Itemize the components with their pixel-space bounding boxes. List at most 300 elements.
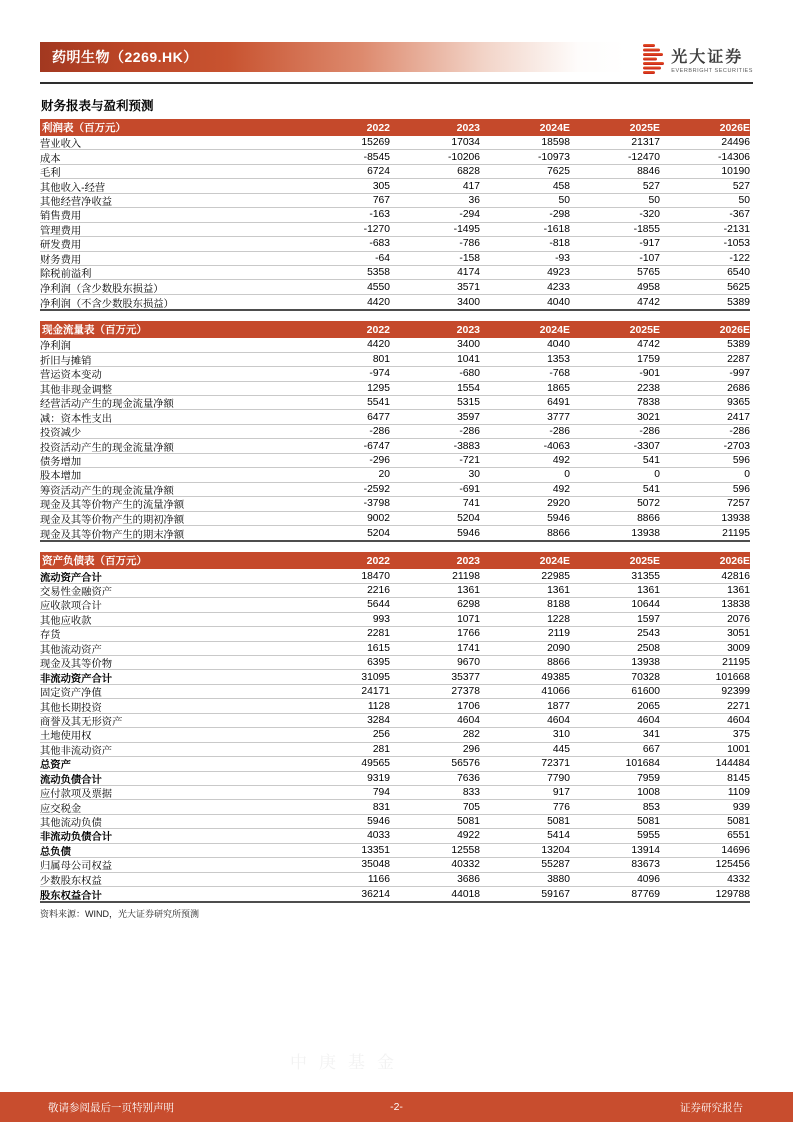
cell-value: 10190 [721, 166, 750, 178]
column-header: 2024E [539, 554, 570, 567]
footer-disclaimer: 敬请参阅最后一页特别声明 [48, 1101, 174, 1114]
row-label: 非流动负债合计 [40, 832, 113, 844]
cell-value: -294 [459, 209, 480, 221]
page-header [40, 42, 753, 80]
cell-value: 35377 [451, 671, 480, 683]
row-label: 财务费用 [40, 254, 82, 266]
row-label: 其他应收款 [40, 615, 92, 627]
cell-value: 917 [552, 787, 570, 799]
table-row [40, 858, 750, 872]
row-label: 其他收入-经营 [40, 182, 106, 194]
row-label: 其他非现金调整 [40, 384, 113, 396]
cell-value: 1361 [637, 585, 660, 597]
table-row [40, 598, 750, 612]
row-label: 应收款项合计 [40, 601, 102, 613]
cell-value: 2543 [637, 628, 660, 640]
table-row [40, 873, 750, 887]
row-label: 现金及其等价物 [40, 659, 113, 671]
cell-value: 281 [372, 743, 390, 755]
cell-value: 7636 [457, 772, 480, 784]
table-title: 利润表（百万元） [42, 122, 126, 134]
cell-value: 445 [552, 743, 570, 755]
cell-value: 1228 [547, 613, 570, 625]
cell-value: -2592 [363, 483, 390, 495]
cell-value: 2216 [367, 585, 390, 597]
table-row [40, 815, 750, 829]
cell-value: 12558 [451, 844, 480, 856]
cell-value: 4742 [637, 296, 660, 308]
row-label: 净利润（含少数股东损益） [40, 283, 164, 295]
cell-value: 15269 [361, 137, 390, 149]
cell-value: 341 [642, 729, 660, 741]
cell-value: 18598 [541, 137, 570, 149]
cell-value: 4604 [727, 714, 750, 726]
cell-value: 6551 [727, 830, 750, 842]
cell-value: 42816 [721, 570, 750, 582]
table-row [40, 266, 750, 280]
cell-value: 1759 [637, 353, 660, 365]
cell-value: 10644 [631, 599, 660, 611]
cell-value: 5389 [727, 339, 750, 351]
table-header-row [40, 321, 750, 338]
table-row [40, 468, 750, 482]
cell-value: 49565 [361, 758, 390, 770]
column-header: 2026E [719, 554, 750, 567]
cell-value: -163 [369, 209, 390, 221]
cell-value: 13351 [361, 844, 390, 856]
cell-value: -3307 [633, 440, 660, 452]
table-row [40, 497, 750, 511]
cell-value: 3597 [457, 411, 480, 423]
row-label: 其他长期投资 [40, 702, 102, 714]
cell-value: 6477 [367, 411, 390, 423]
row-label: 其他流动负债 [40, 818, 102, 830]
cell-value: 17034 [451, 137, 480, 149]
cell-value: 21317 [631, 137, 660, 149]
column-header: 2026E [719, 323, 750, 336]
table-row [40, 396, 750, 410]
row-label: 其他非流动资产 [40, 745, 113, 757]
cell-value: 1766 [457, 628, 480, 640]
cell-value: 1361 [547, 585, 570, 597]
cell-value: 1554 [457, 382, 480, 394]
cell-value: 282 [462, 729, 480, 741]
page-number: -2- [390, 1101, 403, 1113]
table-row [40, 887, 750, 901]
logo-en-text: EVERBRIGHT SECURITIES [671, 67, 753, 74]
cell-value: 5389 [727, 296, 750, 308]
cell-value: -4063 [543, 440, 570, 452]
cell-value: 31095 [361, 671, 390, 683]
row-label: 成本 [40, 153, 61, 165]
cell-value: -107 [639, 252, 660, 264]
cell-value: 5625 [727, 281, 750, 293]
cell-value: -10973 [537, 151, 570, 163]
cell-value: -721 [459, 454, 480, 466]
cell-value: 767 [372, 194, 390, 206]
cell-value: 5081 [727, 816, 750, 828]
cell-value: 3021 [637, 411, 660, 423]
header-divider [40, 82, 753, 84]
row-label: 营业收入 [40, 139, 82, 151]
cell-value: 0 [654, 469, 660, 481]
cell-value: 596 [732, 454, 750, 466]
row-label: 存货 [40, 630, 61, 642]
cell-value: 8145 [727, 772, 750, 784]
cell-value: 1166 [367, 873, 390, 885]
row-label: 商誉及其无形资产 [40, 716, 123, 728]
cell-value: 44018 [451, 888, 480, 900]
cell-value: 1008 [637, 787, 660, 799]
cell-value: 9319 [367, 772, 390, 784]
cell-value: -683 [369, 238, 390, 250]
row-label: 折旧与摊销 [40, 355, 92, 367]
cell-value: 8866 [547, 527, 570, 539]
cell-value: 541 [642, 454, 660, 466]
column-header: 2026E [719, 121, 750, 134]
cell-value: 541 [642, 483, 660, 495]
cell-value: 5081 [637, 816, 660, 828]
cell-value: 18470 [361, 570, 390, 582]
cell-value: 7838 [637, 397, 660, 409]
cell-value: 741 [462, 498, 480, 510]
cell-value: -2703 [723, 440, 750, 452]
cell-value: -298 [549, 209, 570, 221]
cell-value: 2271 [727, 700, 750, 712]
table-row [40, 757, 750, 771]
everbright-logo [637, 40, 753, 82]
table-row [40, 353, 750, 367]
cell-value: 4420 [367, 339, 390, 351]
cell-value: 458 [552, 180, 570, 192]
cell-value: 8846 [637, 166, 660, 178]
row-label: 营运资本变动 [40, 370, 102, 382]
cell-value: 4604 [547, 714, 570, 726]
table-row [40, 165, 750, 179]
cell-value: -122 [729, 252, 750, 264]
table-row [40, 786, 750, 800]
cell-value: 3571 [457, 281, 480, 293]
cell-value: 7257 [727, 498, 750, 510]
cell-value: 70328 [631, 671, 660, 683]
cell-value: 1128 [367, 700, 390, 712]
table-row [40, 714, 750, 728]
cell-value: 92399 [721, 686, 750, 698]
cell-value: 5765 [637, 267, 660, 279]
cell-value: 2920 [547, 498, 570, 510]
cell-value: 9002 [367, 512, 390, 524]
cell-value: 1615 [367, 642, 390, 654]
row-label: 其他流动资产 [40, 644, 102, 656]
cell-value: 2238 [637, 382, 660, 394]
cell-value: -786 [459, 238, 480, 250]
table-row [40, 454, 750, 468]
cell-value: 14696 [721, 844, 750, 856]
cell-value: 256 [372, 729, 390, 741]
cell-value: -1618 [543, 223, 570, 235]
cell-value: 527 [642, 180, 660, 192]
table-header-row [40, 552, 750, 569]
cell-value: -1053 [723, 238, 750, 250]
cell-value: 4040 [547, 296, 570, 308]
cell-value: -158 [459, 252, 480, 264]
logo-cn-text: 光大证券 [671, 48, 744, 66]
table-row [40, 800, 750, 814]
cell-value: -1495 [453, 223, 480, 235]
column-header: 2022 [366, 323, 390, 336]
cell-value: -3883 [453, 440, 480, 452]
table-row [40, 584, 750, 598]
cell-value: 1361 [457, 585, 480, 597]
cell-value: 939 [732, 801, 750, 813]
table-row [40, 526, 750, 540]
page-footer [0, 1092, 793, 1122]
cell-value: -1855 [633, 223, 660, 235]
cell-value: -64 [375, 252, 390, 264]
cell-value: 2090 [547, 642, 570, 654]
row-label: 除税前溢利 [40, 269, 92, 281]
row-label: 应交税金 [40, 803, 82, 815]
table-row [40, 410, 750, 424]
table-row [40, 208, 750, 222]
footer-report-type: 证券研究报告 [680, 1101, 743, 1114]
cell-value: 705 [462, 801, 480, 813]
column-header: 2023 [456, 121, 480, 134]
cell-value: 13938 [631, 527, 660, 539]
cell-value: 1865 [547, 382, 570, 394]
cell-value: 7790 [547, 772, 570, 784]
row-label: 固定资产净值 [40, 688, 102, 700]
row-label: 土地使用权 [40, 731, 92, 743]
cell-value: 129788 [715, 888, 750, 900]
cell-value: 492 [552, 454, 570, 466]
cell-value: 30 [468, 469, 480, 481]
cell-value: 1071 [457, 613, 480, 625]
cell-value: 21195 [722, 527, 750, 539]
cell-value: 2417 [727, 411, 750, 423]
cell-value: -14306 [717, 151, 750, 163]
row-label: 净利润 [40, 341, 71, 353]
cell-value: 1706 [457, 700, 480, 712]
cell-value: 1877 [547, 700, 570, 712]
cell-value: 3009 [727, 642, 750, 654]
cell-value: 4332 [727, 873, 750, 885]
cell-value: 2076 [727, 613, 750, 625]
row-label: 现金及其等价物产生的流量净额 [40, 500, 185, 512]
row-label: 经营活动产生的现金流量净额 [40, 399, 174, 411]
column-header: 2022 [366, 554, 390, 567]
table-row [40, 613, 750, 627]
table-row [40, 642, 750, 656]
cell-value: 1597 [637, 613, 660, 625]
row-label: 股东权益合计 [40, 890, 102, 902]
cell-value: 61600 [631, 686, 660, 698]
cell-value: -286 [459, 426, 480, 438]
cell-value: 83673 [631, 859, 660, 871]
cell-value: -6747 [363, 440, 390, 452]
table-row [40, 627, 750, 641]
table-row [40, 223, 750, 237]
table-row [40, 237, 750, 251]
table-row [40, 280, 750, 294]
cell-value: 125456 [715, 859, 750, 871]
cell-value: 794 [372, 787, 390, 799]
cell-value: 5081 [457, 816, 480, 828]
row-label: 投资活动产生的现金流量净额 [40, 442, 174, 454]
cell-value: 5081 [547, 816, 570, 828]
cell-value: -286 [549, 426, 570, 438]
cell-value: 49385 [541, 671, 570, 683]
cell-value: 55287 [541, 859, 570, 871]
table-row [40, 425, 750, 439]
cell-value: 5072 [637, 498, 660, 510]
cell-value: 3880 [547, 873, 570, 885]
row-label: 研发费用 [40, 240, 82, 252]
cell-value: 50 [558, 194, 570, 206]
cell-value: -974 [369, 368, 390, 380]
cell-value: 9670 [457, 657, 480, 669]
row-label: 现金及其等价物产生的期末净额 [40, 529, 185, 541]
cell-value: 7959 [637, 772, 660, 784]
cell-value: 3686 [457, 873, 480, 885]
table-row [40, 483, 750, 497]
row-label: 总资产 [40, 760, 71, 772]
row-label: 归属母公司权益 [40, 861, 113, 873]
cell-value: 40332 [451, 859, 480, 871]
row-label: 非流动资产合计 [40, 673, 113, 685]
cell-value: 2119 [547, 628, 570, 640]
table-header-row [40, 119, 750, 136]
cell-value: 6298 [457, 599, 480, 611]
row-label: 流动资产合计 [40, 572, 102, 584]
cell-value: 2281 [367, 628, 390, 640]
column-header: 2025E [629, 121, 660, 134]
cell-value: 5946 [457, 527, 480, 539]
cell-value: 56576 [451, 758, 480, 770]
income-statement-table [40, 119, 750, 311]
cell-value: 1041 [457, 353, 480, 365]
cell-value: 3400 [457, 339, 480, 351]
row-label: 少数股东权益 [40, 875, 102, 887]
balance-sheet-table [40, 552, 750, 903]
cell-value: 1109 [727, 787, 750, 799]
cell-value: 27378 [451, 686, 480, 698]
everbright-logo-icon [643, 43, 665, 79]
column-header: 2023 [456, 323, 480, 336]
cell-value: -768 [549, 368, 570, 380]
cell-value: 31355 [631, 570, 660, 582]
table-row [40, 656, 750, 670]
cell-value: 21198 [452, 570, 480, 582]
row-label: 应付款项及票据 [40, 789, 113, 801]
column-header: 2024E [539, 121, 570, 134]
cell-value: 144484 [715, 758, 750, 770]
table-row [40, 136, 750, 150]
table-row [40, 569, 750, 583]
cell-value: -286 [369, 426, 390, 438]
cell-value: 4550 [367, 281, 390, 293]
row-label: 交易性金融资产 [40, 587, 113, 599]
cell-value: 5541 [367, 397, 390, 409]
cell-value: 4174 [457, 267, 480, 279]
cell-value: 4033 [367, 830, 390, 842]
table-row [40, 829, 750, 843]
cell-value: 13938 [631, 657, 660, 669]
cell-value: 8188 [547, 599, 570, 611]
column-header: 2022 [366, 121, 390, 134]
table-row [40, 439, 750, 453]
row-label: 净利润（不含少数股东损益） [40, 298, 174, 310]
cell-value: 3777 [547, 411, 570, 423]
cell-value: 5414 [547, 830, 570, 842]
cell-value: 5955 [637, 830, 660, 842]
cell-value: 527 [732, 180, 750, 192]
cell-value: 101668 [715, 671, 750, 683]
table-row [40, 382, 750, 396]
cell-value: -691 [459, 483, 480, 495]
cell-value: 1001 [727, 743, 750, 755]
cell-value: 5946 [547, 512, 570, 524]
cell-value: 6828 [457, 166, 480, 178]
cell-value: 667 [642, 743, 660, 755]
cell-value: 6724 [367, 166, 390, 178]
cell-value: -901 [639, 368, 660, 380]
cell-value: 59167 [541, 888, 570, 900]
cell-value: -93 [555, 252, 570, 264]
table-row [40, 728, 750, 742]
cell-value: 2686 [727, 382, 750, 394]
cell-value: 7625 [547, 166, 570, 178]
cell-value: 4958 [637, 281, 660, 293]
cell-value: 6395 [367, 657, 390, 669]
cell-value: 5946 [367, 816, 390, 828]
cell-value: -296 [369, 454, 390, 466]
financial-tables [40, 119, 750, 920]
cell-value: 831 [372, 801, 390, 813]
cell-value: 20 [378, 469, 390, 481]
cell-value: 3051 [727, 628, 750, 640]
cell-value: 4922 [457, 830, 480, 842]
cell-value: -1270 [363, 223, 390, 235]
cell-value: 5315 [457, 397, 480, 409]
cell-value: 1295 [367, 382, 390, 394]
cell-value: 87769 [631, 888, 660, 900]
row-label: 管理费用 [40, 225, 82, 237]
cell-value: 1361 [727, 585, 750, 597]
table-row [40, 772, 750, 786]
page-title: 财务报表与盈利预测 [41, 99, 154, 113]
cell-value: 4923 [547, 267, 570, 279]
cell-value: -3798 [363, 498, 390, 510]
cell-value: 1741 [457, 642, 480, 654]
stock-title-bar [40, 42, 625, 72]
cell-value: 776 [552, 801, 570, 813]
cell-value: -286 [639, 426, 660, 438]
cell-value: 4096 [637, 873, 660, 885]
cell-value: 305 [372, 180, 390, 192]
table-row [40, 194, 750, 208]
table-row [40, 295, 750, 309]
cell-value: -917 [639, 238, 660, 250]
cell-value: 4604 [457, 714, 480, 726]
cell-value: 375 [732, 729, 750, 741]
cell-value: 13914 [631, 844, 660, 856]
row-label: 其他经营净收益 [40, 196, 113, 208]
cell-value: 50 [648, 194, 660, 206]
column-header: 2024E [539, 323, 570, 336]
row-label: 筹资活动产生的现金流量净额 [40, 485, 174, 497]
cell-value: 853 [642, 801, 660, 813]
